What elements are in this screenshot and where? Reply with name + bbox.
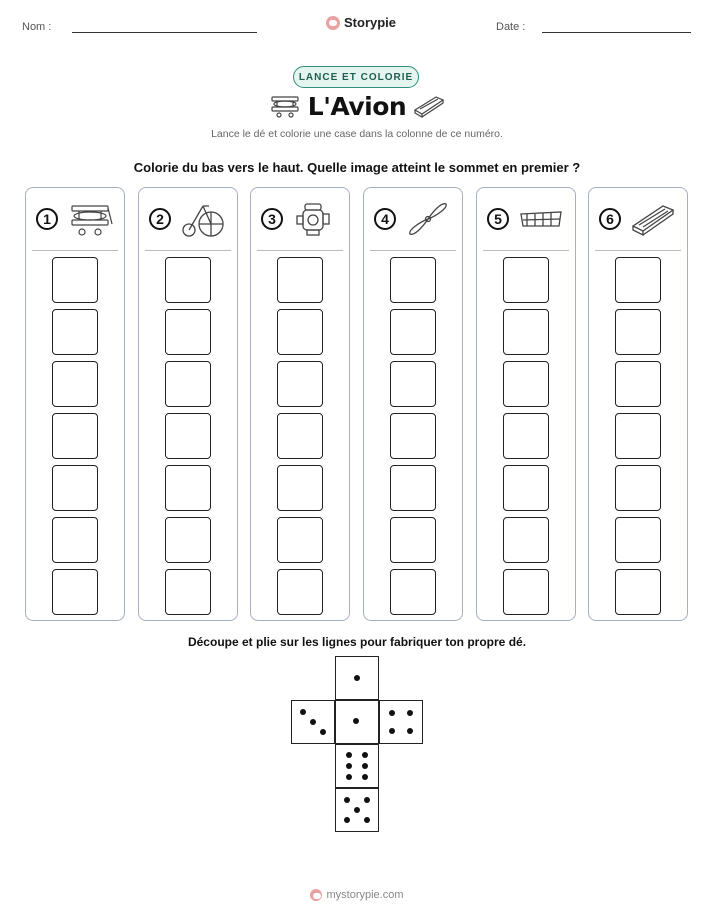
color-cell[interactable] xyxy=(390,517,436,563)
die-pip xyxy=(354,807,360,813)
die-pip xyxy=(364,817,370,823)
die-pip xyxy=(310,719,316,725)
die-pip xyxy=(300,709,306,715)
color-cell[interactable] xyxy=(503,517,549,563)
column-2 xyxy=(138,187,238,621)
color-cell[interactable] xyxy=(503,309,549,355)
color-cell[interactable] xyxy=(615,569,661,615)
color-cell[interactable] xyxy=(165,517,211,563)
die-instruction: Découpe et plie sur les lignes pour fabriquer ton propre dé. xyxy=(187,635,527,649)
name-field[interactable] xyxy=(72,32,257,33)
color-cell[interactable] xyxy=(390,569,436,615)
die-pip xyxy=(364,797,370,803)
die-face-3 xyxy=(291,700,335,744)
column-3 xyxy=(250,187,350,621)
name-label: Nom : xyxy=(22,21,52,33)
page-title: L'Avion xyxy=(307,92,407,121)
die-face-1 xyxy=(335,656,379,700)
die-pip xyxy=(346,774,352,780)
die-pip xyxy=(407,710,413,716)
die-pip xyxy=(389,710,395,716)
column-6 xyxy=(588,187,688,621)
color-cell[interactable] xyxy=(615,465,661,511)
color-cell[interactable] xyxy=(277,465,323,511)
penny-farthing-bicycle-icon xyxy=(179,200,227,238)
column-divider xyxy=(370,250,456,251)
color-cell[interactable] xyxy=(277,309,323,355)
column-divider xyxy=(257,250,343,251)
die-face-6 xyxy=(335,744,379,788)
color-cell[interactable] xyxy=(52,569,98,615)
color-cell[interactable] xyxy=(390,465,436,511)
color-cell[interactable] xyxy=(503,465,549,511)
column-divider xyxy=(32,250,118,251)
color-cell[interactable] xyxy=(165,465,211,511)
column-5 xyxy=(476,187,576,621)
die-pip xyxy=(362,763,368,769)
color-cell[interactable] xyxy=(615,361,661,407)
propeller-icon xyxy=(404,200,452,238)
column-divider xyxy=(595,250,681,251)
color-cell[interactable] xyxy=(277,257,323,303)
color-cell[interactable] xyxy=(165,361,211,407)
wing-icon xyxy=(517,200,565,238)
activity-badge: LANCE ET COLORIE xyxy=(293,66,419,88)
storypie-mascot-icon xyxy=(310,889,322,901)
footer xyxy=(0,889,714,901)
column-divider xyxy=(145,250,231,251)
color-cell[interactable] xyxy=(165,569,211,615)
page-subtitle: Lance le dé et colorie une case dans la colonne de ce numéro. xyxy=(211,128,503,140)
storypie-mascot-icon xyxy=(326,16,340,30)
brand-logo xyxy=(326,15,396,30)
column-number: 6 xyxy=(599,208,621,230)
color-cell[interactable] xyxy=(615,309,661,355)
die-pip xyxy=(344,797,350,803)
die-pip xyxy=(346,752,352,758)
die-pip xyxy=(320,729,326,735)
color-cell[interactable] xyxy=(503,413,549,459)
color-cell[interactable] xyxy=(390,413,436,459)
color-cell[interactable] xyxy=(390,309,436,355)
color-cell[interactable] xyxy=(165,413,211,459)
die-pip xyxy=(362,774,368,780)
color-cell[interactable] xyxy=(615,413,661,459)
footer-url[interactable]: mystorypie.com xyxy=(326,889,404,901)
color-cell[interactable] xyxy=(52,413,98,459)
die-face-4 xyxy=(379,700,423,744)
color-cell[interactable] xyxy=(52,517,98,563)
color-cell[interactable] xyxy=(165,257,211,303)
color-cell[interactable] xyxy=(503,257,549,303)
die-pip xyxy=(354,675,360,681)
die-pip xyxy=(407,728,413,734)
color-cell[interactable] xyxy=(615,257,661,303)
date-label: Date : xyxy=(496,21,526,33)
instruction: Colorie du bas vers le haut. Quelle image atteint le sommet en premier ? xyxy=(133,160,581,175)
column-number: 4 xyxy=(374,208,396,230)
color-cell[interactable] xyxy=(52,465,98,511)
die-face-1-center xyxy=(335,700,379,744)
color-cell[interactable] xyxy=(390,361,436,407)
engine-icon xyxy=(291,200,339,238)
color-cell[interactable] xyxy=(615,517,661,563)
color-cell[interactable] xyxy=(52,309,98,355)
color-cell[interactable] xyxy=(277,361,323,407)
wooden-plank-icon xyxy=(629,200,677,238)
die-pip xyxy=(362,752,368,758)
column-number: 5 xyxy=(487,208,509,230)
column-number: 3 xyxy=(261,208,283,230)
die-net xyxy=(291,656,424,834)
color-cell[interactable] xyxy=(52,257,98,303)
die-pip xyxy=(344,817,350,823)
color-cell[interactable] xyxy=(277,413,323,459)
date-field[interactable] xyxy=(542,32,691,33)
die-face-5 xyxy=(335,788,379,832)
color-cell[interactable] xyxy=(277,569,323,615)
biplane-icon xyxy=(66,200,114,238)
color-cell[interactable] xyxy=(503,361,549,407)
die-pip xyxy=(389,728,395,734)
column-4 xyxy=(363,187,463,621)
column-1 xyxy=(25,187,125,621)
die-pip xyxy=(353,718,359,724)
color-cell[interactable] xyxy=(503,569,549,615)
color-cell[interactable] xyxy=(277,517,323,563)
brand-name: Storypie xyxy=(344,15,397,30)
column-number: 1 xyxy=(36,208,58,230)
column-divider xyxy=(483,250,569,251)
column-number: 2 xyxy=(149,208,171,230)
color-cell[interactable] xyxy=(390,257,436,303)
color-cell[interactable] xyxy=(52,361,98,407)
plank-title-icon xyxy=(412,94,446,118)
color-cell[interactable] xyxy=(165,309,211,355)
die-pip xyxy=(346,763,352,769)
